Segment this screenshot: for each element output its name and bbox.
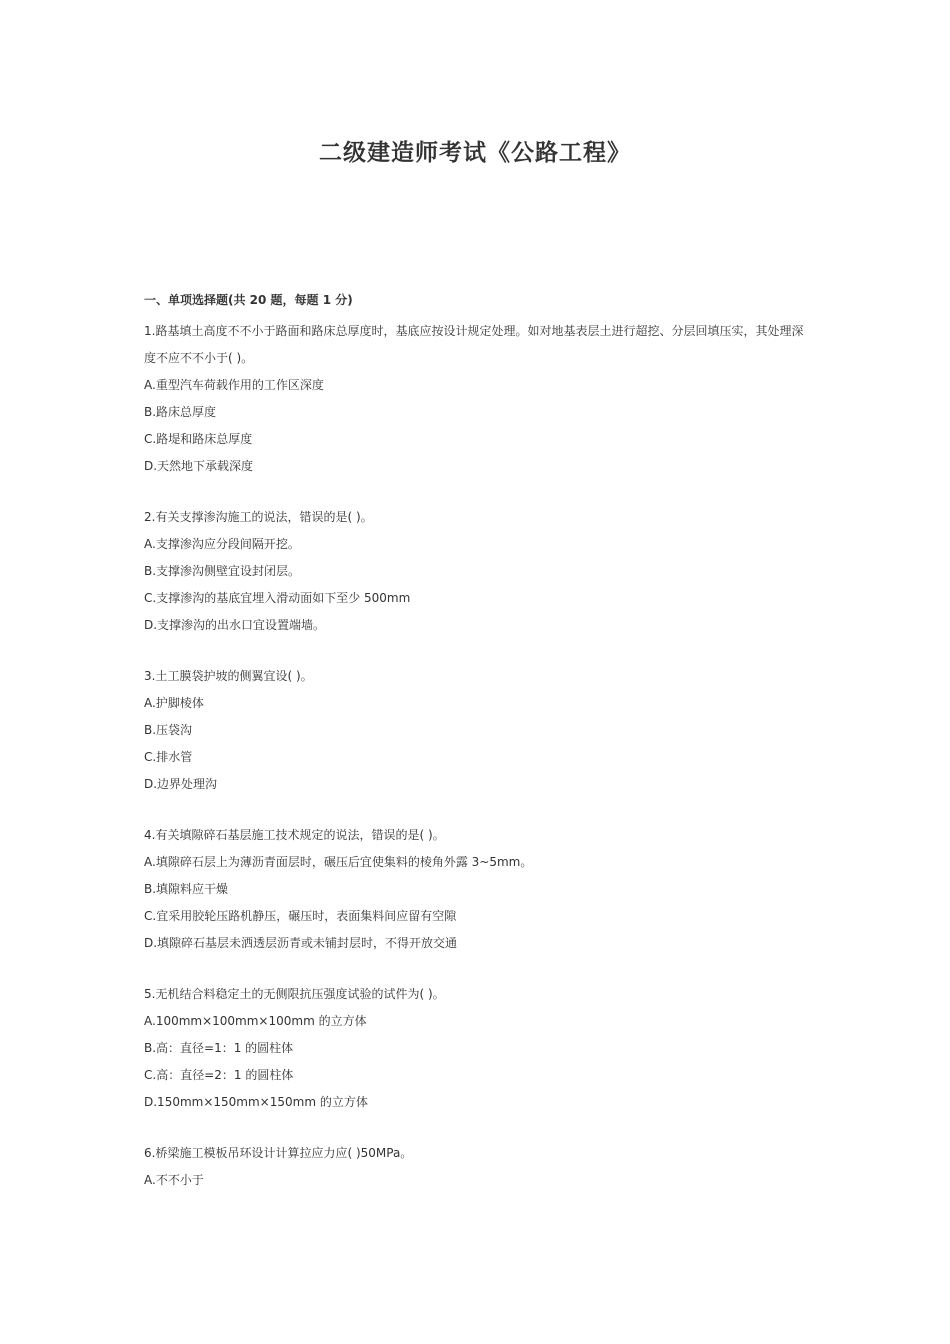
question-2 [144, 504, 814, 639]
question-stem: 6.桥梁施工模板吊环设计计算拉应力应( )50MPa。 [144, 1146, 413, 1160]
option-d: D.填隙碎石基层未洒透层沥青或未铺封层时，不得开放交通 [144, 936, 458, 950]
option-d: D.支撑渗沟的出水口宜设置端墙。 [144, 618, 326, 632]
option-a: A.100mm×100mm×100mm 的立方体 [144, 1014, 367, 1028]
question-stem: 5.无机结合料稳定土的无侧限抗压强度试验的试件为( )。 [144, 987, 445, 1001]
option-a: A.不不小于 [144, 1173, 204, 1187]
question-4 [144, 822, 814, 957]
option-d: D.边界处理沟 [144, 777, 218, 791]
option-c: C.支撑渗沟的基底宜埋入滑动面如下至少 500mm [144, 591, 411, 605]
option-a: A.支撑渗沟应分段间隔开挖。 [144, 537, 300, 551]
option-b: B.支撑渗沟侧壁宜设封闭层。 [144, 564, 301, 578]
question-5 [144, 981, 814, 1116]
option-c: C.宜采用胶轮压路机静压，碾压时，表面集料间应留有空隙 [144, 909, 457, 923]
option-d: D.天然地下承载深度 [144, 459, 254, 473]
question-6 [144, 1140, 814, 1194]
option-c: C.高：直径=2：1 的圆柱体 [144, 1068, 294, 1082]
page-title: 二级建造师考试《公路工程》 [319, 140, 631, 166]
option-c: C.路堤和路床总厚度 [144, 432, 253, 446]
question-1 [144, 318, 814, 480]
option-a: A.护脚棱体 [144, 696, 204, 710]
section-heading: 一、单项选择题(共 20 题，每题 1 分) [144, 293, 353, 307]
question-stem: 2.有关支撑渗沟施工的说法，错误的是( )。 [144, 510, 373, 524]
question-stem: 1.路基填土高度不不小于路面和路床总厚度时，基底应按设计规定处理。如对地基表层土进行超挖、分层回填压实，其处理深度不应不不小于( )。 [144, 324, 804, 365]
question-3 [144, 663, 814, 798]
option-b: B.路床总厚度 [144, 405, 217, 419]
option-b: B.高：直径=1：1 的圆柱体 [144, 1041, 294, 1055]
option-d: D.150mm×150mm×150mm 的立方体 [144, 1095, 368, 1109]
option-b: B.压袋沟 [144, 723, 193, 737]
option-a: A.填隙碎石层上为薄沥青面层时，碾压后宜使集料的棱角外露 3~5mm。 [144, 855, 533, 869]
question-stem: 3.土工膜袋护坡的侧翼宜设( )。 [144, 669, 313, 683]
question-stem: 4.有关填隙碎石基层施工技术规定的说法，错误的是( )。 [144, 828, 445, 842]
option-b: B.填隙料应干燥 [144, 882, 229, 896]
option-c: C.排水管 [144, 750, 193, 764]
option-a: A.重型汽车荷载作用的工作区深度 [144, 378, 324, 392]
exam-content [144, 291, 814, 1218]
